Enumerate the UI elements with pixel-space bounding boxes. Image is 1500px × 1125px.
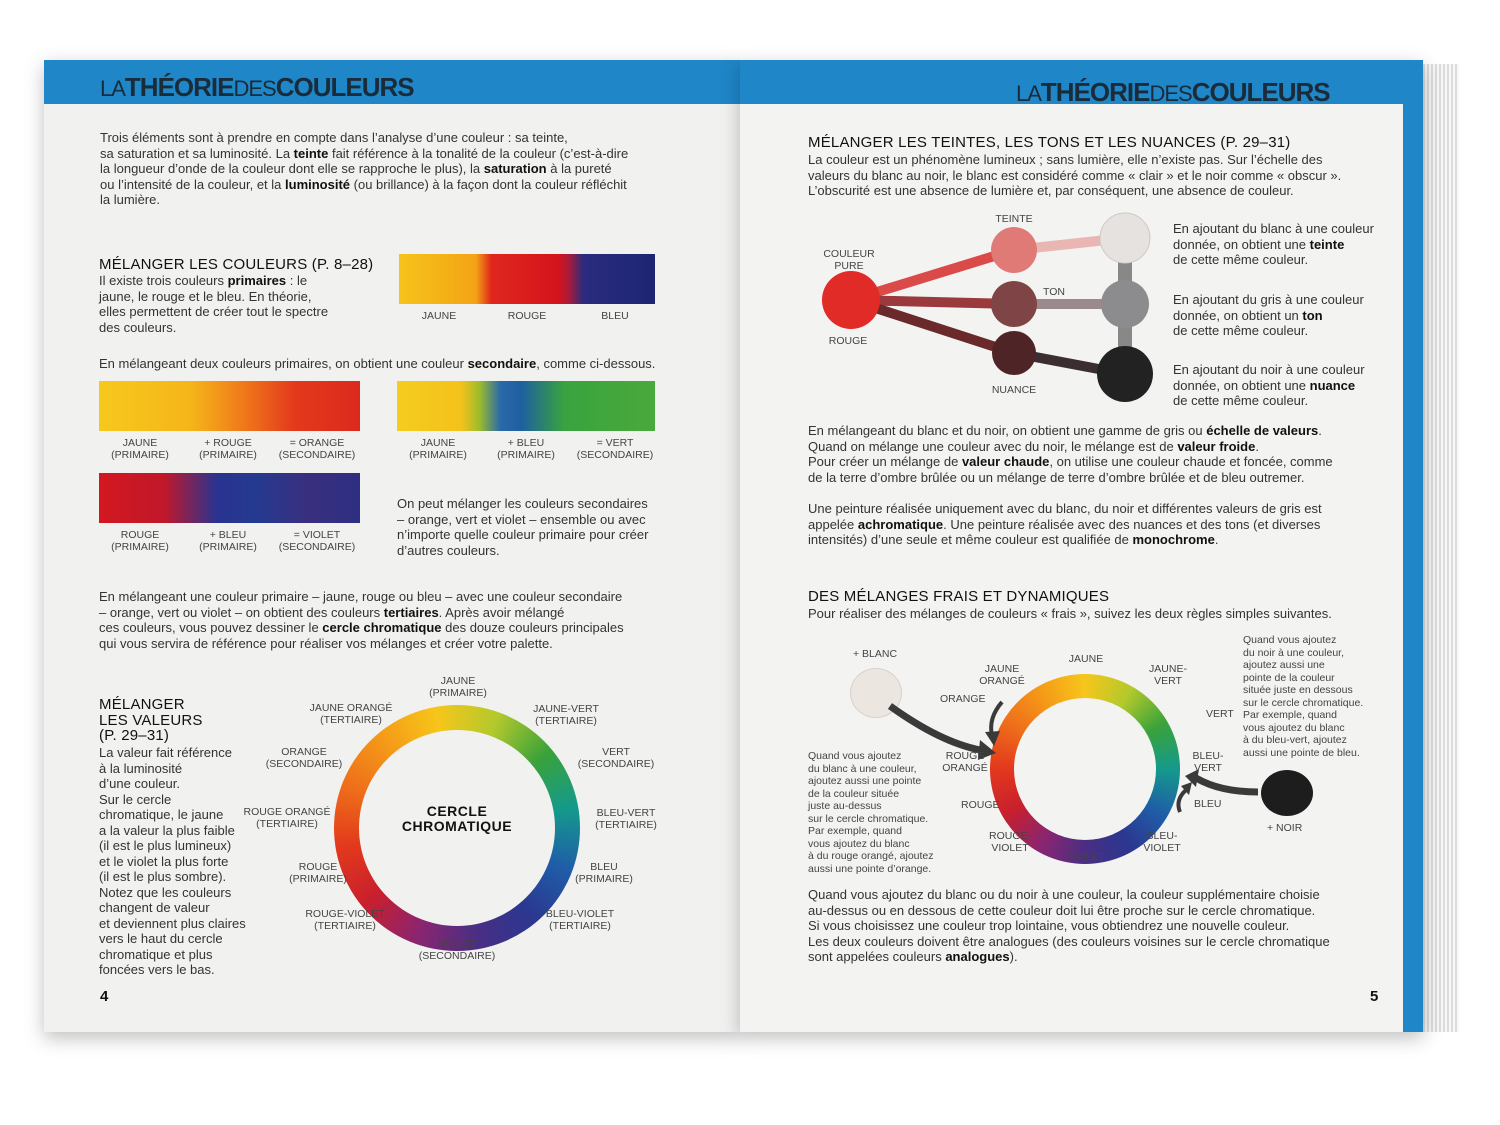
wheel-label-bleu-violet: BLEU-VIOLET (TERTIAIRE) — [545, 908, 615, 932]
secondary-line: En mélangeant deux couleurs primaires, on obtient une couleur secondaire, comme ci-dessous. — [99, 356, 656, 371]
mix2-label-2: + BLEU (PRIMAIRE) — [497, 437, 555, 461]
grays-paragraph: En mélangeant du blanc et du noir, on obtient une gamme de gris ou échelle de valeurs. Quand on mélange une couleur avec du noir, le mélange est de valeur froide. Pour créer un mélange de valeur chaude, on utilise une couleur chaude et foncée, comme de la terre d’ombre brûlée ou un mélange de terre d’ombre brûlée et de bleu outremer. — [808, 423, 1333, 485]
tints-text: La couleur est un phénomène lumineux ; sans lumière, elle n’existe pas. Sur l’échelle des valeurs du blanc au noir, le blanc est considéré comme « clair » et le noir comme « obscur ». L’obscurité est une absence de lumière et, par conséquent, une absence de couleur. — [808, 152, 1342, 198]
right-page — [740, 60, 1423, 1032]
page-number-left: 4 — [100, 988, 109, 1005]
mix2-label-1: JAUNE (PRIMAIRE) — [409, 437, 467, 461]
mix2-label-3: = VERT (SECONDAIRE) — [576, 437, 654, 461]
page-number-right: 5 — [1370, 988, 1379, 1005]
shade-note: En ajoutant du noir à une couleur donnée, on obtient une nuance de cette même couleur. — [1173, 362, 1365, 408]
left-page — [44, 60, 740, 1032]
label-rouge-diag: ROUGE — [828, 335, 868, 347]
black-note: Quand vous ajoutez du noir à une couleur, ajoutez aussi une pointe de la couleur située juste en dessous sur le cercle chromatique. Par exemple, quand vous ajoutez du blanc à du bleu-vert, ajoutez aussi une pointe de bleu. — [1243, 634, 1364, 759]
yellow-blue-green-swatch — [397, 381, 655, 431]
w2-bleu-vert: BLEU- VERT — [1192, 750, 1224, 774]
label-jaune: JAUNE — [421, 310, 457, 322]
arrow-white-to-wheel — [890, 706, 980, 750]
wheel-label-jaune-orange: JAUNE ORANGÉ (TERTIAIRE) — [309, 702, 393, 726]
tints-title: MÉLANGER LES TEINTES, LES TONS ET LES NUANCES (P. 29–31) — [808, 134, 1291, 151]
label-couleur-pure: COULEUR PURE — [823, 248, 875, 272]
secondary-note: On peut mélanger les couleurs secondaires – orange, vert et violet – ensemble ou avec n’importe quelle couleur primaire pour créer d’autres couleurs. — [397, 496, 649, 558]
w2-rouge-violet: ROUGE- VIOLET — [989, 830, 1031, 854]
w2-jaune-orange: JAUNE ORANGÉ — [979, 663, 1025, 687]
intro-paragraph: Trois éléments sont à prendre en compte dans l’analyse d’une couleur : sa teinte, sa saturation et sa luminosité. La teinte fait référence à la tonalité de la couleur (c’est-à-dire la longueur d’onde de la couleur dont elle se rapproche le plus), la saturation à la pureté ou l’intensité de la couleur, et la luminosité (ou brillance) à la façon dont la couleur réfléchit la lumière. — [100, 130, 629, 207]
white-note: Quand vous ajoutez du blanc à une couleur, ajoutez aussi une pointe de la couleur située juste au-dessus sur le cercle chromatique. Par exemple, quand vous ajoutez du blanc à du rouge orangé, ajoutez aussi une pointe d’orange. — [808, 750, 934, 875]
mix-colors-text: Il existe trois couleurs primaires : le jaune, le rouge et le bleu. En théorie, elles permettent de créer tout le spectre des couleurs. — [99, 273, 329, 335]
wheel-label-bleu-vert: BLEU-VERT (TERTIAIRE) — [595, 807, 657, 831]
label-plus-noir: + NOIR — [1267, 822, 1303, 834]
fresh-intro: Pour réaliser des mélanges de couleurs « frais », suivez les deux règles simples suivantes. — [808, 606, 1332, 621]
wheel-label-violet: VIOLET (SECONDAIRE) — [418, 938, 496, 962]
label-bleu: BLEU — [601, 310, 629, 322]
arrow-small-2 — [1178, 790, 1186, 812]
arrow-head-2 — [985, 731, 1000, 746]
label-plus-blanc: + BLANC — [853, 648, 898, 660]
w2-jaune-vert: JAUNE- VERT — [1149, 663, 1187, 687]
mix3-label-3: = VIOLET (SECONDAIRE) — [278, 529, 356, 553]
page-header-left: LATHÉORIEDESCOULEURS — [100, 72, 414, 102]
primary-colors-swatch — [399, 254, 655, 304]
w2-rouge-orange: ROUGE ORANGÉ — [942, 750, 988, 774]
w2-bleu-violet: BLEU- VIOLET — [1143, 830, 1181, 854]
w2-jaune: JAUNE — [1068, 653, 1104, 665]
final-paragraph: Quand vous ajoutez du blanc ou du noir à une couleur, la couleur supplémentaire choisie au-dessus ou en dessous de cette couleur doit lui être proche sur le cercle chromatique. Si vous choisissez une couleur trop lointaine, vous obtiendrez une nouvelle couleur. Les deux couleurs doivent être analogues (des couleurs voisines sur le cercle chromatique sont appelées couleurs analogues). — [808, 887, 1330, 964]
mix1-label-1: JAUNE (PRIMAIRE) — [111, 437, 169, 461]
arrow-black-to-wheel — [1196, 778, 1258, 792]
mix1-label-2: + ROUGE (PRIMAIRE) — [199, 437, 257, 461]
wheel-label-jaune-vert: JAUNE-VERT (TERTIAIRE) — [533, 703, 599, 727]
page-header-right: LATHÉORIEDESCOULEURS — [1016, 77, 1330, 107]
label-rouge: ROUGE — [507, 310, 547, 322]
wheel-label-jaune: JAUNE (PRIMAIRE) — [429, 675, 487, 699]
arrow-small-1 — [991, 702, 1002, 736]
red-blue-violet-swatch — [99, 473, 360, 523]
tone-note: En ajoutant du gris à une couleur donnée, on obtient un ton de cette même couleur. — [1173, 292, 1364, 338]
mix3-label-2: + BLEU (PRIMAIRE) — [199, 529, 257, 553]
mix1-label-3: = ORANGE (SECONDAIRE) — [278, 437, 356, 461]
wheel-label-rouge-violet: ROUGE-VIOLET (TERTIAIRE) — [305, 908, 385, 932]
values-text: La valeur fait référence à la luminosité d’une couleur. Sur le cercle chromatique, le jaune a la valeur la plus faible (il est le plus lumineux) et le violet la plus forte (il est le plus sombre). Notez que les couleurs changent de valeur et deviennent plus claires vers le haut du cercle chromatique et plus foncées vers le bas. — [99, 745, 246, 977]
label-ton: TON — [1043, 286, 1065, 298]
w2-vert: VERT — [1206, 708, 1234, 720]
label-teinte: TEINTE — [995, 213, 1033, 225]
achromatic-paragraph: Une peinture réalisée uniquement avec du blanc, du noir et différentes valeurs de gris est appelée achromatique. Une peinture réalisée avec des nuances et des tons (et diverses intensités) d’une seule et même couleur est qualifiée de monochrome. — [808, 501, 1322, 547]
mix-colors-title: MÉLANGER LES COULEURS (P. 8–28) — [99, 256, 374, 273]
yellow-red-orange-swatch — [99, 381, 360, 431]
w2-rouge: ROUGE — [961, 799, 1000, 811]
tertiary-paragraph: En mélangeant une couleur primaire – jaune, rouge ou bleu – avec une couleur secondaire – orange, vert ou violet – on obtient des couleurs tertiaires. Après avoir mélangé ces couleurs, vous pouvez dessiner le cercle chromatique des douze couleurs principales qui vous servira de référence pour réaliser vos mélanges et créer votre palette. — [99, 589, 624, 651]
fresh-title: DES MÉLANGES FRAIS ET DYNAMIQUES — [808, 588, 1110, 605]
wheel-label-bleu: BLEU (PRIMAIRE) — [575, 861, 633, 885]
wheel-center-label: CERCLE CHROMATIQUE — [401, 803, 513, 834]
wheel-label-rouge: ROUGE (PRIMAIRE) — [289, 861, 347, 885]
w2-violet: VIOLET — [1067, 851, 1105, 863]
w2-bleu: BLEU — [1194, 798, 1222, 810]
wheel-label-orange: ORANGE (SECONDAIRE) — [265, 746, 343, 770]
mix3-label-1: ROUGE (PRIMAIRE) — [111, 529, 169, 553]
wheel-label-vert: VERT (SECONDAIRE) — [577, 746, 655, 770]
page-edges — [1423, 64, 1459, 1032]
w2-orange: ORANGE — [940, 693, 986, 705]
label-nuance: NUANCE — [991, 384, 1037, 396]
values-title: MÉLANGER LES VALEURS (P. 29–31) — [99, 696, 203, 744]
tint-note: En ajoutant du blanc à une couleur donnée, on obtient une teinte de cette même couleur. — [1173, 221, 1374, 267]
wheel-label-rouge-orange: ROUGE ORANGÉ (TERTIAIRE) — [243, 806, 331, 830]
